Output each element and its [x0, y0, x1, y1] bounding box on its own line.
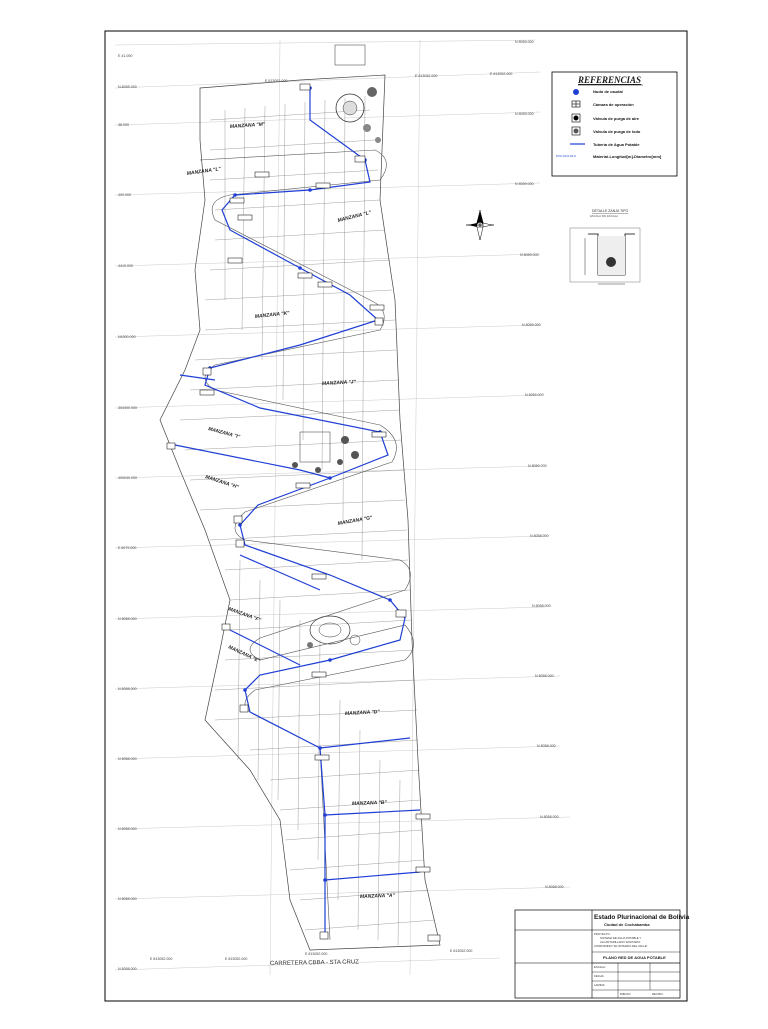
coord-bottom-2: E 813052.000 [225, 957, 248, 961]
mud-valve-icon [572, 127, 580, 135]
coord-left-12: N 8058.000 [118, 757, 137, 761]
park-top [335, 45, 381, 143]
coord-left-11: N 8058.000 [118, 687, 137, 691]
block-label-l-1: MANZANA "L" [186, 166, 222, 177]
ref-item-pipe: Tubería de Agua Potable [593, 142, 640, 147]
coord-bottom-4: E 813052.000 [450, 949, 473, 953]
operation-chamber-icon [572, 101, 580, 107]
title-state: Estado Plurinacional de Bolivia [594, 914, 690, 921]
coord-right-3: N 8059.000 [515, 182, 534, 186]
water-pipe-network [175, 88, 420, 935]
coord-bottom-1: E 813052.000 [150, 957, 173, 961]
coord-top-1: E 813052.000 [265, 79, 288, 83]
coord-right-13: N 8058.000 [545, 885, 564, 889]
north-arrow-icon [466, 210, 494, 240]
block-label-f: MANZANA "F" [227, 606, 262, 624]
coord-right-8: N 8058.000 [530, 534, 549, 538]
title-sheet-label: LAMINA: [594, 983, 606, 987]
coord-left-6: N4300.000 [118, 335, 136, 339]
park-middle [292, 432, 359, 473]
coord-right-2: N 8059.000 [515, 112, 534, 116]
sheet-frame [105, 31, 687, 1001]
title-plan-name: PLANO RED DE AGUA POTABLE [603, 955, 666, 960]
pipe-spec-label-icon: PVC-50.0-63.0 [556, 154, 576, 158]
block-label-e: MANZANA "E" [227, 644, 262, 665]
block-label-a: MANZANA "A" [359, 892, 395, 900]
block-label-h: MANZANA "H" [204, 474, 240, 491]
coord-right-10: N 8058.000 [535, 674, 554, 678]
detail-subtitle: ESCALA SIN ESCALA [590, 214, 619, 218]
coord-left-10: N 8058.000 [118, 617, 137, 621]
coordinate-grid [115, 40, 570, 975]
references-box [552, 72, 677, 176]
detail-title: DETALLE ZANJA TIPO [592, 209, 629, 213]
lot-lines [180, 96, 435, 945]
coord-left-13: N 8058.000 [118, 827, 137, 831]
title-date-label: FECHA: [594, 974, 605, 978]
block-label-j: MANZANA "J" [321, 379, 357, 387]
coord-right-6: N 8059.000 [525, 393, 544, 397]
coord-left-5: 4410.000 [118, 264, 133, 268]
block-label-l-2: MANZANA "L" [337, 209, 372, 224]
ref-item-air-valve: Válvula de purga de aire [593, 116, 640, 121]
coord-bottom-3: E 813052.000 [305, 952, 328, 956]
ref-item-pipe-spec: Material-Longitud[m]-Diametro[mm] [593, 154, 662, 159]
coord-left-15: N 8058.000 [118, 967, 137, 971]
block-label-k: MANZANA "K" [254, 310, 290, 320]
coord-left-8: 400040.000 [118, 476, 137, 480]
references-title: REFERENCIAS [578, 75, 642, 85]
ref-item-flow-node: Nudo de caudal [593, 89, 623, 94]
ref-item-operation-chamber: Cámara de operación [593, 102, 634, 107]
coord-top-2: E 813052.000 [415, 74, 438, 78]
coordinate-labels-bottom [150, 949, 472, 961]
street-name: CARRETERA CBBA - STA CRUZ [269, 959, 359, 967]
coord-left-7: 304400.000 [118, 406, 137, 410]
coord-left-9: E 8079.000 [118, 546, 137, 550]
air-valve-icon [572, 114, 580, 122]
block-label-b: MANZANA "B" [351, 799, 387, 807]
title-project-line-1: SISTEMA DE AGUA POTABLE Y [600, 936, 642, 940]
title-drawn-label: DIBUJO: [620, 992, 632, 996]
block-label-d: MANZANA "D" [344, 709, 380, 717]
title-checked-label: REVISO: [652, 992, 664, 996]
title-block [515, 910, 690, 998]
title-city: Ciudad de Cochabamba [604, 922, 650, 927]
coord-right-9: N 8058.000 [532, 604, 551, 608]
title-project-line-3: CONDOMINIO "EL ROSARIO DEL VALLE" [594, 944, 648, 948]
coord-left-4: 400.000 [118, 193, 131, 197]
park-lower [307, 616, 360, 648]
coord-left-2: N-8059.000 [118, 85, 137, 89]
site-boundary [160, 75, 440, 950]
coord-right-12: N 8058.000 [540, 815, 559, 819]
coord-left-3: 38.000 [118, 123, 129, 127]
ref-item-mud-valve: Válvula de purga de lodo [593, 129, 641, 134]
coordinate-labels-left [118, 54, 137, 971]
roads [200, 150, 414, 940]
coord-right-7: N 8059.000 [528, 464, 547, 468]
trench-detail [570, 209, 640, 284]
coord-right-1: N 8059.000 [515, 40, 534, 44]
blue-node-icon [573, 89, 579, 95]
block-label-m: MANZANA "M" [229, 121, 266, 130]
block-label-g: MANZANA "G" [337, 514, 373, 527]
coord-right-4: N 8059.000 [520, 253, 539, 257]
title-project-line-2: ALCANTARILLADO SANITARIO [600, 940, 641, 944]
title-project-label: PROYECTO: [594, 932, 611, 936]
coord-left-1: E 41.000 [118, 54, 133, 58]
pipe-tags [167, 84, 440, 941]
coord-left-14: N 8058.000 [118, 897, 137, 901]
coord-right-11: N 8058.000 [537, 744, 556, 748]
title-scale-label: ESCALA: [594, 965, 606, 969]
coord-top-3: E 813052.000 [490, 72, 513, 76]
block-label-i: MANZANA "I" [207, 426, 241, 441]
coord-right-5: N 8059.000 [522, 323, 541, 327]
